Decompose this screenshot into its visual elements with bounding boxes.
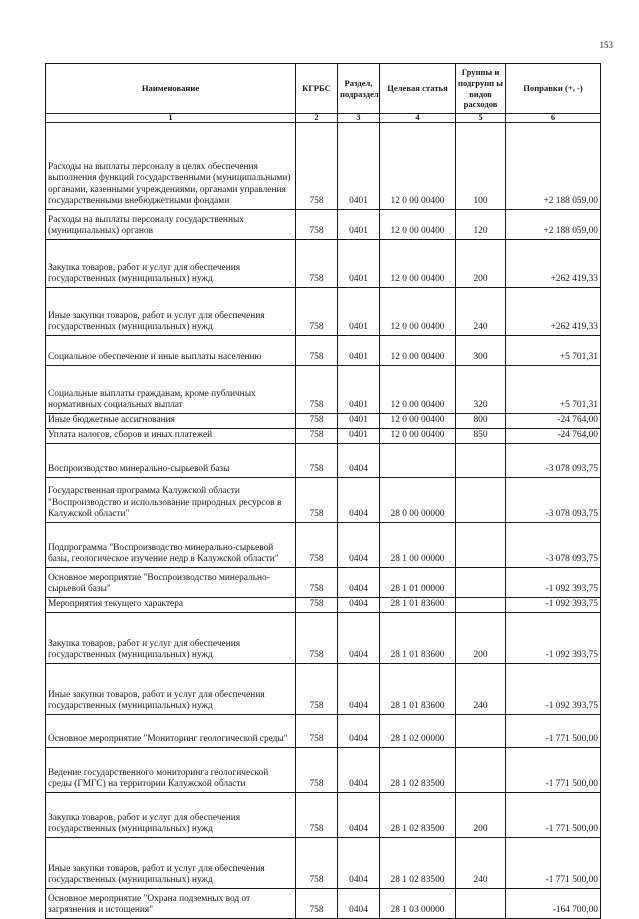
row-amendment: +262 419,33 (506, 240, 601, 288)
row-expense-group (456, 478, 506, 523)
row-expense-group: 200 (456, 793, 506, 838)
table-row (46, 838, 601, 889)
row-razdel: 0404 (338, 444, 380, 478)
row-name: Государственная программа Калужской области "Воспроизводство и использование природных ресурсов в Калужской области" (46, 478, 296, 523)
row-amendment: +2 188 059,00 (506, 210, 601, 240)
row-kgrbs: 758 (296, 336, 338, 366)
row-amendment: -1 092 393,75 (506, 568, 601, 598)
table-row (46, 613, 601, 664)
row-amendment: -3 078 093,75 (506, 523, 601, 568)
row-razdel: 0401 (338, 240, 380, 288)
row-kgrbs: 758 (296, 793, 338, 838)
row-name: Иные закупки товаров, работ и услуг для обеспечения государственных (муниципальных) нужд (46, 838, 296, 889)
row-razdel: 0404 (338, 748, 380, 793)
row-razdel: 0404 (338, 568, 380, 598)
table-row (46, 288, 601, 336)
row-name: Расходы на выплаты персоналу в целях обеспечения выполнения функций государственными (муниципальными) органами, казенными учреждениями, органами управления государственными внебюджетными фондами (46, 123, 296, 210)
row-amendment: -3 078 093,75 (506, 444, 601, 478)
row-expense-group: 120 (456, 210, 506, 240)
row-amendment: -24 764,00 (506, 414, 601, 429)
row-amendment: -1 092 393,75 (506, 664, 601, 715)
table-row (46, 568, 601, 598)
row-name: Ведение государственного мониторинга геологической среды (ГМГС) на территории Калужской области (46, 748, 296, 793)
row-target-article: 28 1 01 83600 (380, 598, 456, 613)
row-razdel: 0401 (338, 429, 380, 444)
row-kgrbs: 758 (296, 664, 338, 715)
row-razdel: 0404 (338, 838, 380, 889)
row-amendment: +5 701,31 (506, 366, 601, 414)
row-name: Социальное обеспечение и иные выплаты населению (46, 336, 296, 366)
row-amendment: -24 764,00 (506, 429, 601, 444)
row-name: Воспроизводство минерально-сырьевой базы (46, 444, 296, 478)
page-number: 153 (599, 40, 613, 50)
row-expense-group (456, 748, 506, 793)
table-row (46, 366, 601, 414)
row-razdel: 0404 (338, 664, 380, 715)
table-row (46, 478, 601, 523)
row-name: Мероприятия текущего характера (46, 598, 296, 613)
row-target-article: 28 1 03 00000 (380, 889, 456, 919)
row-kgrbs: 758 (296, 598, 338, 613)
table-row (46, 210, 601, 240)
row-target-article (380, 444, 456, 478)
row-expense-group (456, 715, 506, 748)
row-target-article: 28 1 02 83500 (380, 793, 456, 838)
row-expense-group: 240 (456, 664, 506, 715)
row-name: Подпрограмма "Воспроизводство минерально-сырьевой базы, геологическое изучение недр в Калужской области" (46, 523, 296, 568)
row-razdel: 0401 (338, 210, 380, 240)
row-amendment: -1 092 393,75 (506, 598, 601, 613)
header-numbers-row (46, 114, 601, 123)
row-razdel: 0404 (338, 478, 380, 523)
row-target-article: 12 0 00 00400 (380, 123, 456, 210)
table-header (46, 64, 601, 123)
row-expense-group (456, 444, 506, 478)
row-expense-group (456, 598, 506, 613)
header-group: Группы и подгрупп ы видов расходов (456, 64, 506, 114)
row-kgrbs: 758 (296, 613, 338, 664)
row-amendment: +5 701,31 (506, 336, 601, 366)
row-kgrbs: 758 (296, 240, 338, 288)
row-target-article: 28 1 02 83500 (380, 838, 456, 889)
row-expense-group: 100 (456, 123, 506, 210)
row-razdel: 0401 (338, 414, 380, 429)
row-kgrbs: 758 (296, 838, 338, 889)
row-razdel: 0404 (338, 889, 380, 919)
row-target-article: 12 0 00 00400 (380, 240, 456, 288)
table-row (46, 240, 601, 288)
header-kgrbs: КГРБС (296, 64, 338, 114)
table-row (46, 793, 601, 838)
row-expense-group: 240 (456, 838, 506, 889)
header-labels-row (46, 64, 601, 114)
table-row (46, 598, 601, 613)
row-target-article: 28 1 02 00000 (380, 715, 456, 748)
row-kgrbs: 758 (296, 889, 338, 919)
row-kgrbs: 758 (296, 414, 338, 429)
row-expense-group: 800 (456, 414, 506, 429)
table-row (46, 664, 601, 715)
header-razdel: Раздел, подраздел (338, 64, 380, 114)
row-target-article: 28 1 02 83500 (380, 748, 456, 793)
header-number: 5 (456, 114, 506, 123)
row-target-article: 12 0 00 00400 (380, 288, 456, 336)
header-number: 3 (338, 114, 380, 123)
row-name: Основное мероприятие "Воспроизводство минерально-сырьевой базы" (46, 568, 296, 598)
row-amendment: -1 092 393,75 (506, 613, 601, 664)
row-amendment: +2 188 059,00 (506, 123, 601, 210)
table-row (46, 414, 601, 429)
row-razdel: 0404 (338, 715, 380, 748)
row-amendment: +262 419,33 (506, 288, 601, 336)
header-number: 4 (380, 114, 456, 123)
row-amendment: -1 771 500,00 (506, 715, 601, 748)
table-row (46, 336, 601, 366)
table-row (46, 715, 601, 748)
row-razdel: 0401 (338, 288, 380, 336)
row-amendment: -3 078 093,75 (506, 478, 601, 523)
row-amendment: -1 771 500,00 (506, 748, 601, 793)
row-razdel: 0401 (338, 366, 380, 414)
row-amendment: -1 771 500,00 (506, 838, 601, 889)
row-kgrbs: 758 (296, 210, 338, 240)
table-row (46, 444, 601, 478)
row-expense-group: 850 (456, 429, 506, 444)
table-row (46, 889, 601, 919)
row-razdel: 0404 (338, 523, 380, 568)
header-number: 6 (506, 114, 601, 123)
row-expense-group (456, 889, 506, 919)
row-razdel: 0404 (338, 793, 380, 838)
row-amendment: -164 700,00 (506, 889, 601, 919)
row-razdel: 0401 (338, 123, 380, 210)
table-row (46, 429, 601, 444)
row-kgrbs: 758 (296, 444, 338, 478)
row-name: Закупка товаров, работ и услуг для обеспечения государственных (муниципальных) нужд (46, 240, 296, 288)
row-kgrbs: 758 (296, 568, 338, 598)
row-name: Расходы на выплаты персоналу государственных (муниципальных) органов (46, 210, 296, 240)
row-name: Иные бюджетные ассигнования (46, 414, 296, 429)
row-name: Уплата налогов, сборов и иных платежей (46, 429, 296, 444)
row-target-article: 12 0 00 00400 (380, 336, 456, 366)
row-amendment: -1 771 500,00 (506, 793, 601, 838)
row-name: Основное мероприятие "Охрана подземных вод от загрязнения и истощения" (46, 889, 296, 919)
row-kgrbs: 758 (296, 288, 338, 336)
row-expense-group (456, 568, 506, 598)
header-name: Наименование (46, 64, 296, 114)
header-number: 2 (296, 114, 338, 123)
row-target-article: 28 1 01 83600 (380, 613, 456, 664)
row-expense-group: 300 (456, 336, 506, 366)
row-razdel: 0401 (338, 336, 380, 366)
row-kgrbs: 758 (296, 715, 338, 748)
row-target-article: 28 1 01 00000 (380, 568, 456, 598)
row-name: Иные закупки товаров, работ и услуг для обеспечения государственных (муниципальных) нужд (46, 664, 296, 715)
row-kgrbs: 758 (296, 123, 338, 210)
row-name: Закупка товаров, работ и услуг для обеспечения государственных (муниципальных) нужд (46, 793, 296, 838)
row-expense-group: 200 (456, 240, 506, 288)
row-expense-group: 240 (456, 288, 506, 336)
table-row (46, 748, 601, 793)
table-row (46, 523, 601, 568)
row-name: Основное мероприятие "Мониторинг геологической среды" (46, 715, 296, 748)
row-target-article: 12 0 00 00400 (380, 366, 456, 414)
row-razdel: 0404 (338, 613, 380, 664)
header-amendment: Поправки (+, -) (506, 64, 601, 114)
row-expense-group: 320 (456, 366, 506, 414)
row-name: Закупка товаров, работ и услуг для обеспечения государственных (муниципальных) нужд (46, 613, 296, 664)
row-kgrbs: 758 (296, 429, 338, 444)
row-expense-group: 200 (456, 613, 506, 664)
row-target-article: 28 1 00 00000 (380, 523, 456, 568)
row-name: Социальные выплаты гражданам, кроме публичных нормативных социальных выплат (46, 366, 296, 414)
row-target-article: 28 1 01 83600 (380, 664, 456, 715)
row-target-article: 12 0 00 00400 (380, 414, 456, 429)
row-kgrbs: 758 (296, 478, 338, 523)
row-kgrbs: 758 (296, 748, 338, 793)
row-kgrbs: 758 (296, 366, 338, 414)
table-row (46, 123, 601, 210)
header-target: Целевая статья (380, 64, 456, 114)
budget-amendments-table (45, 63, 601, 919)
row-target-article: 12 0 00 00400 (380, 210, 456, 240)
row-kgrbs: 758 (296, 523, 338, 568)
row-target-article: 12 0 00 00400 (380, 429, 456, 444)
header-number: 1 (46, 114, 296, 123)
row-expense-group (456, 523, 506, 568)
row-razdel: 0404 (338, 598, 380, 613)
row-name: Иные закупки товаров, работ и услуг для обеспечения государственных (муниципальных) нужд (46, 288, 296, 336)
row-target-article: 28 0 00 00000 (380, 478, 456, 523)
table-body (46, 123, 601, 919)
